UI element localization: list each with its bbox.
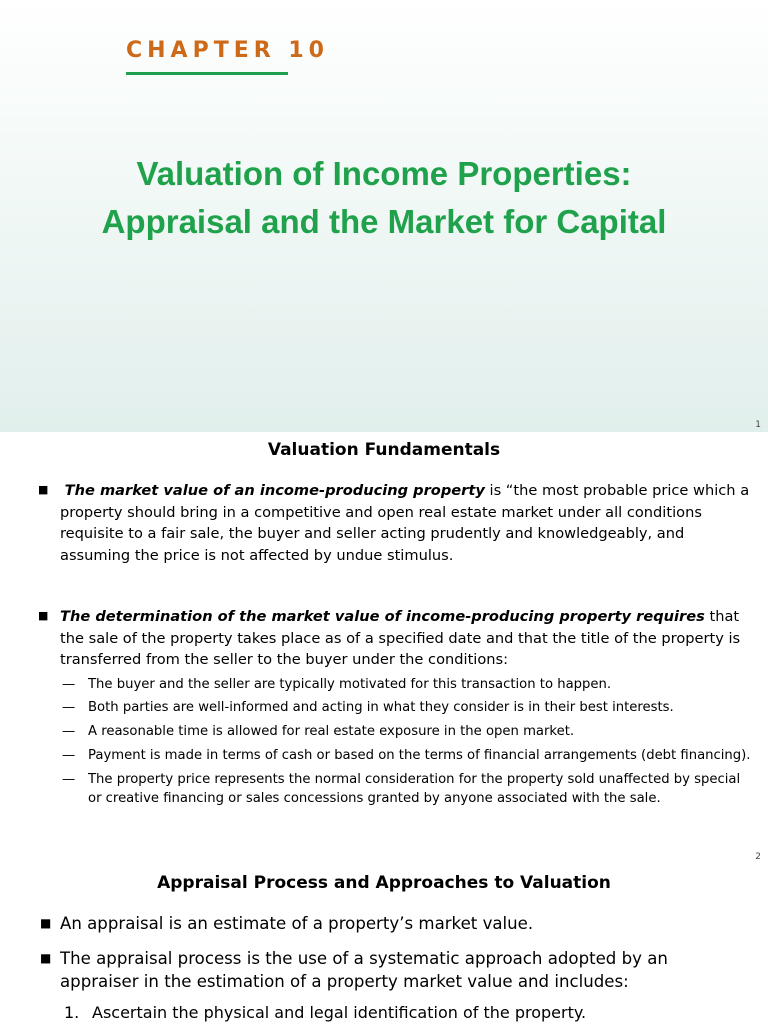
- determination-paragraph: [60, 606, 750, 671]
- dash-icon: —: [62, 748, 76, 763]
- list-item: Ascertain the physical and legal identification of the property.: [92, 1003, 587, 1022]
- bullet-icon: ■: [40, 951, 52, 965]
- title-line-1: Valuation of Income Properties:: [136, 155, 632, 192]
- bullet-icon: ■: [38, 483, 49, 496]
- dash-icon: —: [62, 677, 76, 692]
- dash-icon: —: [62, 700, 76, 715]
- appraisal-process-text: The appraisal process is the use of a systematic approach adopted by an appraiser in the estimation of a property market value and includes:: [60, 949, 668, 991]
- dash-icon: —: [62, 724, 76, 739]
- title-line-2: Appraisal and the Market for Capital: [101, 203, 667, 240]
- valuation-fundamentals-slide: Valuation Fundamentals ■ The market value of an income-producing property is “the most probable price which a property should bring in a competitive and open real estate market under all conditions requisite to a fair sale, the buyer and seller acting prudently and knowledgeably, and assuming the price is not affected by undue stimulus. ■ The determination of the market value of income-producing property requires that the sale of the property takes place as of a specified date and that the title of the property is transferred from the seller to the buyer under the conditions: — The buyer and the seller are typically motivated for this transaction to happen. — Both parties are well-informed and acting in what they consider is in their best interests. — A reasonable time is allowed for real estate exposure in the open market. — Payment is made in terms of cash or based on the terms of financial arrangements (debt financing). — The property price represents the normal consideration for the property sold unaffected by special or creative financing or sales concessions granted by anyone associated with the sale.: [0, 433, 768, 866]
- title-slide: [0, 0, 768, 432]
- emphasis-text: The market value of an income-producing property: [64, 482, 485, 499]
- page-number: 1: [755, 420, 761, 430]
- emphasis-text: The determination of the market value of income-producing property requires: [60, 608, 705, 625]
- bullet-icon: ■: [38, 609, 49, 622]
- paragraph-text: is “the most probable price which a property should bring in a competitive and open real estate market under all conditions requisite to a fair sale, the buyer and seller acting prudently and knowledgeably, and assuming the price is not affected by undue stimulus.: [60, 482, 750, 564]
- market-value-paragraph: [60, 480, 750, 566]
- list-number: 1.: [64, 1003, 80, 1022]
- dash-icon: —: [62, 772, 76, 787]
- slide-heading: Appraisal Process and Approaches to Valuation: [157, 873, 611, 893]
- bullet-icon: ■: [40, 916, 52, 930]
- paragraph-text: that the sale of the property takes place as of a specified date and that the title of the property is transferred from the seller to the buyer under the conditions:: [60, 608, 741, 668]
- slide-title: [0, 150, 768, 246]
- slide-heading: Valuation Fundamentals: [267, 440, 501, 460]
- appraisal-process-slide: [0, 867, 768, 1024]
- appraisal-definition: An appraisal is an estimate of a property’s market value.: [60, 914, 534, 933]
- page-number: 2: [755, 852, 761, 862]
- chapter-label: CHAPTER 10: [126, 38, 329, 63]
- chapter-underline: [126, 72, 288, 75]
